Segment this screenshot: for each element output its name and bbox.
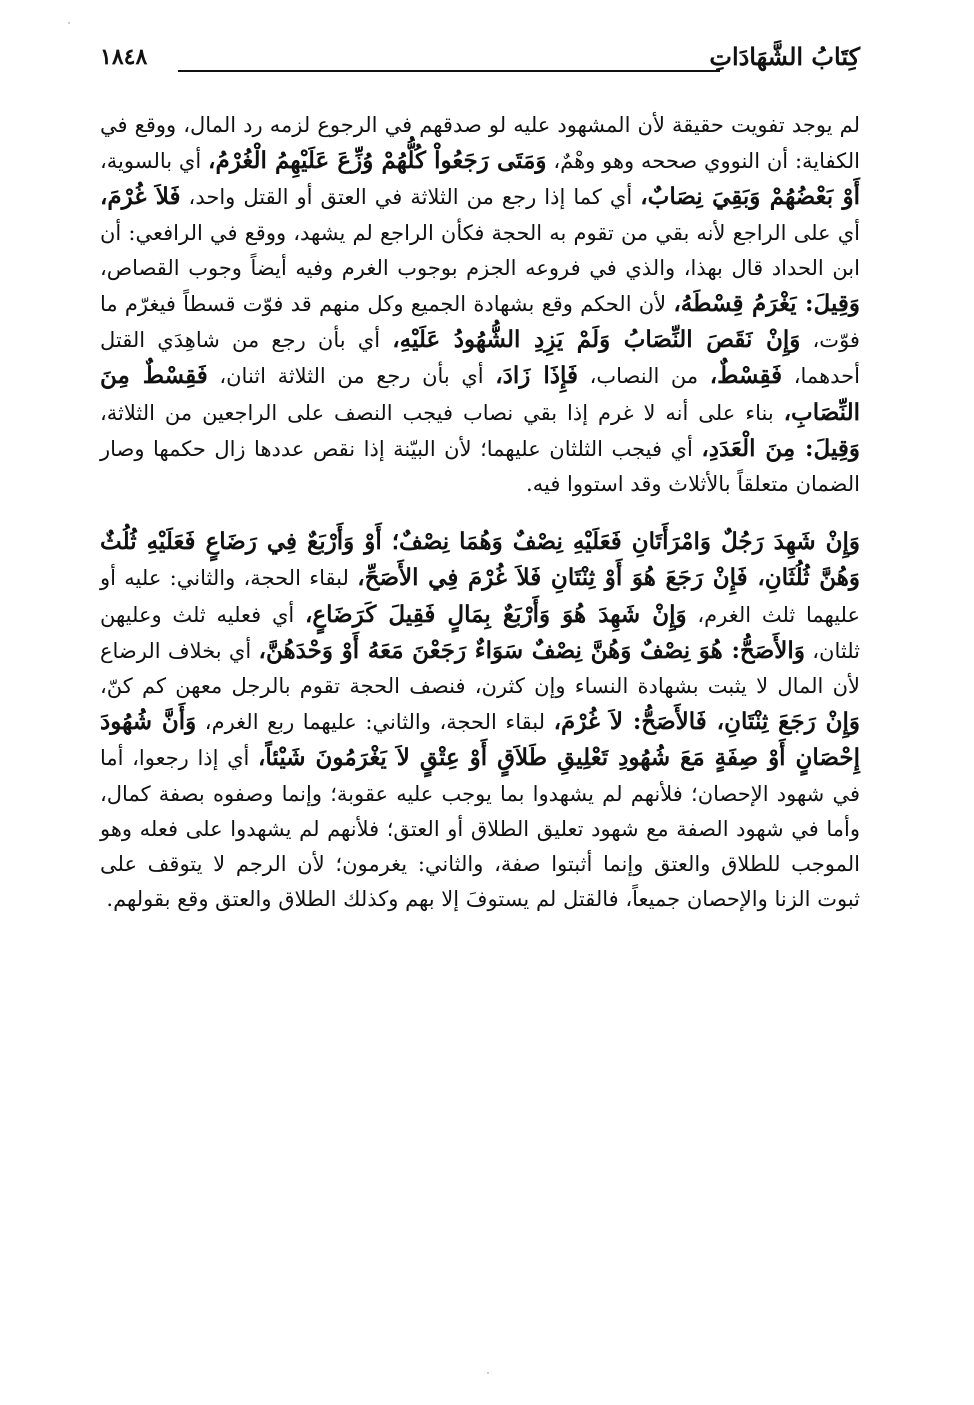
matn-text: وَقِيلَ: يَغْرَمُ قِسْطَهُ، [673,290,860,318]
commentary-text: لأن الحكم وقع بشهادة الجميع وكل منهم قد فوّت قسطاً فيغرّم ما فوّت، [100,292,860,353]
commentary-text: لم يوجد تفويت حقيقة لأن المشهود عليه لو صدقهم في الرجوع لزمه رد المال، ووقع في الكفاية: أن النووي صححه وهو وهْمٌ، [100,113,860,174]
matn-text: فَإِذَا زَادَ، [495,362,578,390]
commentary-text: أي إذا رجعوا، أما في شهود الإحصان؛ فلأنهم لم يشهدوا بما يوجب عليه عقوبة؛ وإنما وصفوه بصفة كمال، وأما في شهود الصفة مع شهود تعليق الطلاق أو العتق؛ فلأنهم لم يشهدوا على فعله وهو الموجب للطلاق والعتق وإنما أثبتوا صفة، والثاني: يغرمون؛ لأن الرجم لا يتوقف على ثبوت الزنا والإحصان جميعاً، فالقتل لم يستوفَ إلا بهم وكذلك الطلاق والعتق وقع بقولهم. [100,746,860,912]
scan-speck [68,22,70,24]
book-title: كِتَابُ الشَّهَادَاتِ [709,42,860,71]
commentary-text: أي فيجب الثلثان عليهما؛ لأن البيّنة إذا نقص عددها زال حكمها وصار الضمان متعلقاً بالأثلاث وقد استووا فيه. [100,436,860,497]
commentary-text: أي فعليه ثلث وعليهن ثلثان، [100,602,860,663]
scan-speck [487,1372,489,1374]
paragraph [100,108,860,502]
header-rule [178,70,720,72]
paragraph [100,524,860,917]
commentary-text: أي على الراجع لأنه بقي من تقوم به الحجة فكأن الراجع لم يشهد، ووقع في الرافعي: أن ابن الحداد قال بهذا، والذي في فروعه الجزم بوجوب الغرم وفيه أيضاً وجوب القصاص، [100,220,860,280]
commentary-text: لبقاء الحجة، والثاني: عليهما ربع الغرم، [196,710,554,735]
page-number: ١٨٤٨ [100,44,148,70]
commentary-text: أي بالسوية، [100,149,209,174]
commentary-text: أي بخلاف الرضاع لأن المال لا يثبت بشهادة النساء وإن كثرن، فنصف الحجة تقوم بالرجل معهن كم كنّ، [100,638,860,699]
commentary-text: بناء على أنه لا غرم إذا بقي نصاب فيجب النصف على الراجعين من الثلاثة، [100,400,784,425]
matn-text: فَقِسْطٌ مِنَ النِّصَابِ، [100,362,860,426]
matn-text: وَمَتَى رَجَعُواْ كُلُّهُمْ وُزِّعَ عَلَيْهِمُ الْغُرْمُ، [208,147,547,175]
running-header [100,40,860,80]
matn-text: فَلاَ غُرْمَ، [100,183,181,211]
matn-text: وَإِنْ نَقَصَ النِّصَابُ وَلَمْ يَزِدِ الشُّهُودُ عَلَيْهِ، [392,326,801,354]
commentary-text: من النصاب، [577,364,710,389]
matn-text: وَالأَصَحُّ: هُوَ نِصْفٌ وَهُنَّ نِصْفٌ سَوَاءٌ رَجَعْنَ مَعَهُ أَوْ وَحْدَهُنَّ، [258,636,805,664]
page-body [100,108,860,917]
matn-text: وَإِنْ رَجَعَ ثِنْتَانِ، فَالأَصَحُّ: لاَ غُرْمَ، [553,708,860,736]
commentary-text: أي بأن رجع من شاهِدَي القتل أحدهما، [100,328,860,389]
matn-text: وَإِنْ شَهِدَ هُوَ وَأَرْبَعٌ بِمَالٍ فَقِيلَ كَرَضَاعٍ، [304,600,687,628]
matn-text: وَإِنْ شَهِدَ رَجُلٌ وَامْرَأَتَانِ فَعَلَيْهِ نِصْفٌ وَهُمَا نِصْفٌ؛ أَوْ وَأَرْبَعٌ فِي رَضَاعٍ فَعَلَيْهِ ثُلُثٌ وَهُنَّ ثُلُثَانِ، فَإِنْ رَجَعَ هُوَ أَوْ ثِنْتَانِ فَلاَ غُرْمَ فِي الأَصَحِّ، [100,528,860,592]
commentary-text: أي بأن رجع من الثلاثة اثنان، [207,364,496,389]
commentary-text: أي كما إذا رجع من الثلاثة في العتق أو القتل واحد، [180,185,641,210]
matn-text: وَأَنَّ شُهُودَ إِحْصَانٍ أَوْ صِفَةٍ مَعَ شُهُودِ تَعْلِيقِ طَلاَقٍ أَوْ عِتْقٍ لاَ يَغْرَمُونَ شَيْئاً، [100,708,860,772]
matn-text: أَوْ بَعْضُهُمْ وَبَقِيَ نِصَابٌ، [640,183,860,211]
commentary-text: لبقاء الحجة، والثاني: عليه أو عليهما ثلث الغرم، [100,566,861,627]
matn-text: وَقِيلَ: مِنَ الْعَدَدِ، [701,434,860,462]
matn-text: فَقِسْطٌ، [709,362,783,390]
